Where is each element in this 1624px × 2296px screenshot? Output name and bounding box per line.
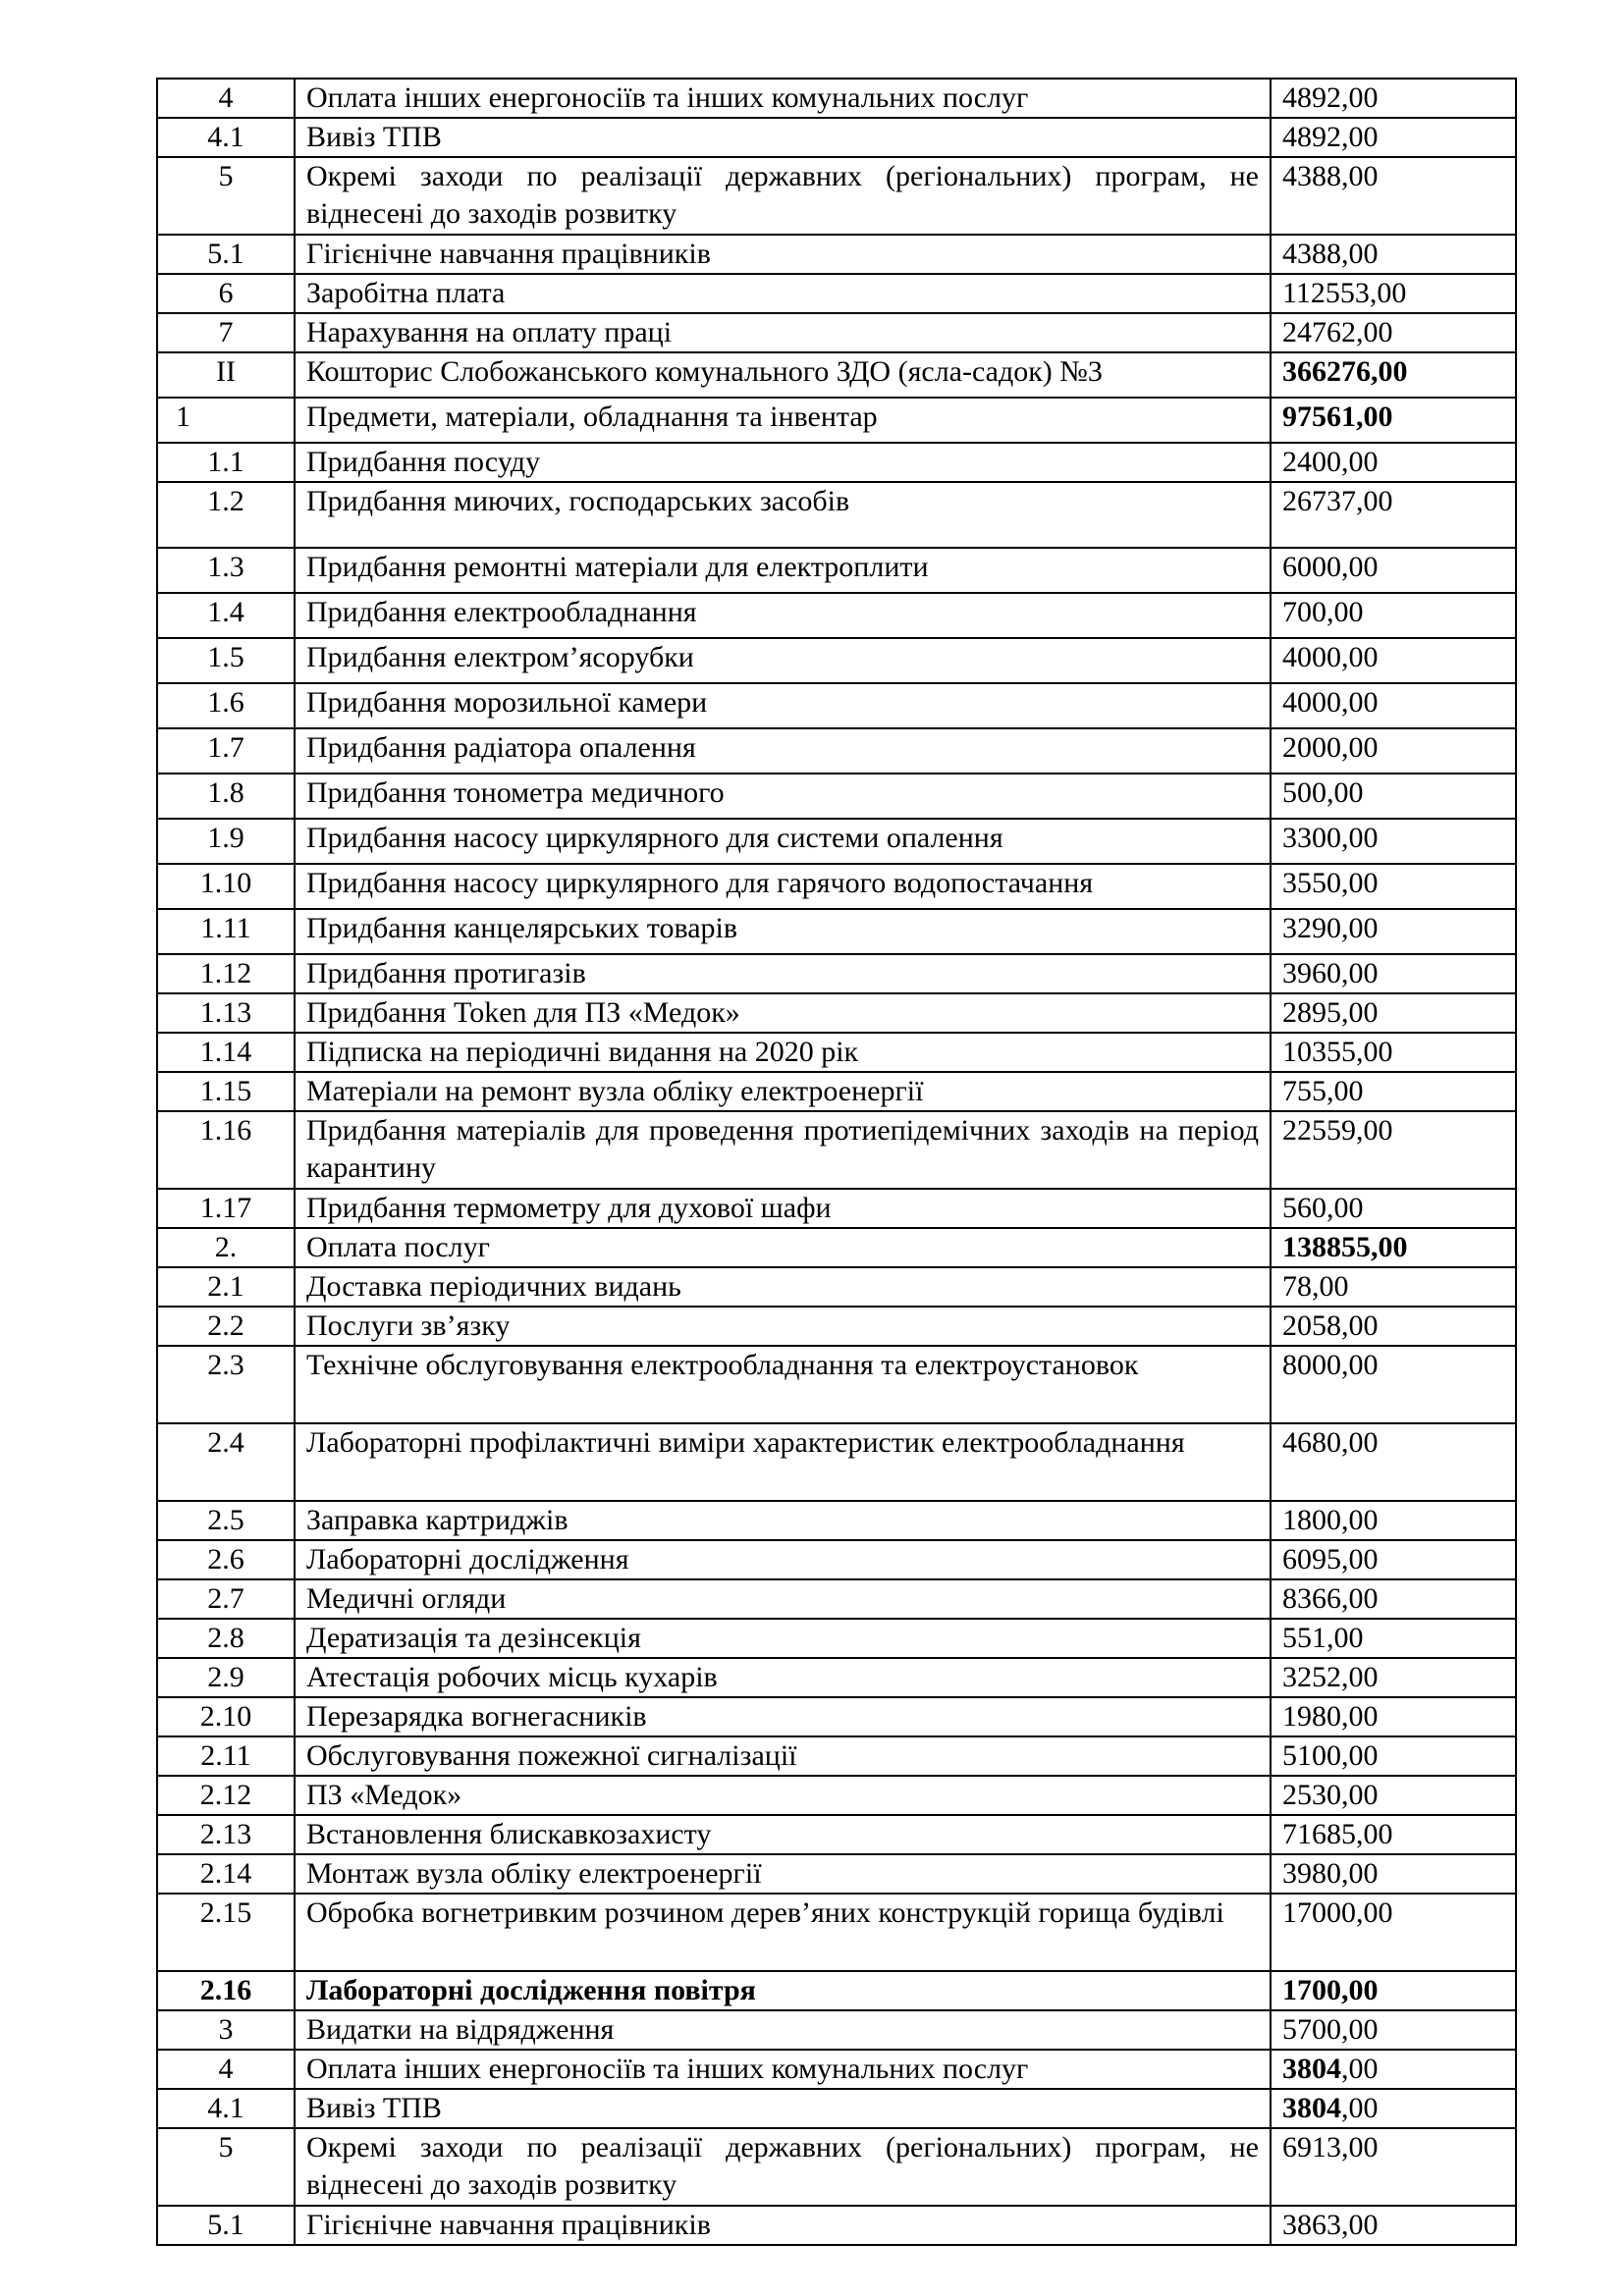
- row-number: 1.16: [157, 1111, 295, 1189]
- row-description: Окремі заходи по реалізації державних (регіональних) програм, не віднесені до заходів розвитку: [295, 157, 1271, 235]
- row-description: Видатки на відрядження: [295, 2010, 1271, 2050]
- row-amount: 4892,00: [1271, 118, 1516, 157]
- row-description: Предмети, матеріали, обладнання та інвентар: [295, 398, 1271, 443]
- row-amount: 4892,00: [1271, 79, 1516, 118]
- row-amount: [1271, 2089, 1516, 2128]
- table-row: [157, 313, 1516, 352]
- row-description: Технічне обслуговування електрообладнання та електроустановок: [295, 1346, 1271, 1423]
- row-description: ПЗ «Медок»: [295, 1776, 1271, 1815]
- row-description: Монтаж вузла обліку електроенергії: [295, 1854, 1271, 1894]
- row-number: 2.15: [157, 1894, 295, 1971]
- row-description: Оплата послуг: [295, 1228, 1271, 1267]
- table-row: [157, 638, 1516, 683]
- row-description: Придбання насосу циркулярного для системи опалення: [295, 819, 1271, 864]
- table-row: [157, 1894, 1516, 1971]
- row-number: 4: [157, 79, 295, 118]
- table-row: [157, 1971, 1516, 2010]
- row-number: 2.7: [157, 1579, 295, 1619]
- table-row: [157, 1815, 1516, 1854]
- table-row: [157, 352, 1516, 398]
- table-row: [157, 728, 1516, 774]
- table-row: [157, 1501, 1516, 1540]
- row-description: Підписка на періодичні видання на 2020 рік: [295, 1033, 1271, 1072]
- row-description: Придбання морозильної камери: [295, 683, 1271, 728]
- table-row: [157, 1619, 1516, 1658]
- table-row: [157, 274, 1516, 313]
- row-number: II: [157, 352, 295, 398]
- row-number: 4.1: [157, 2089, 295, 2128]
- row-number: 2.: [157, 1228, 295, 1267]
- table-row: [157, 1697, 1516, 1736]
- row-description: Матеріали на ремонт вузла обліку електроенергії: [295, 1072, 1271, 1111]
- table-row: [157, 1346, 1516, 1423]
- row-description: Лабораторні дослідження повітря: [295, 1971, 1271, 2010]
- row-amount: 26737,00: [1271, 482, 1516, 548]
- table-row: [157, 1111, 1516, 1189]
- row-number: 5.1: [157, 235, 295, 274]
- table-row: [157, 1228, 1516, 1267]
- row-description: Придбання Token для ПЗ «Медок»: [295, 993, 1271, 1033]
- row-number: 1.6: [157, 683, 295, 728]
- row-amount: 560,00: [1271, 1189, 1516, 1228]
- row-amount: 2530,00: [1271, 1776, 1516, 1815]
- row-description: Придбання електром’ясорубки: [295, 638, 1271, 683]
- table-row: [157, 909, 1516, 954]
- table-row: [157, 1658, 1516, 1697]
- table-row: [157, 1579, 1516, 1619]
- row-number: 1.10: [157, 864, 295, 909]
- table-row: [157, 2050, 1516, 2089]
- row-description: Гігієнічне навчання працівників: [295, 235, 1271, 274]
- row-number: 4.1: [157, 118, 295, 157]
- row-description: Придбання тонометра медичного: [295, 774, 1271, 819]
- row-amount: 10355,00: [1271, 1033, 1516, 1072]
- row-amount: 366276,00: [1271, 352, 1516, 398]
- row-amount: 6913,00: [1271, 2128, 1516, 2206]
- row-amount: 1700,00: [1271, 1971, 1516, 2010]
- table-row: [157, 819, 1516, 864]
- row-amount: 8000,00: [1271, 1346, 1516, 1423]
- row-description: Придбання електрообладнання: [295, 593, 1271, 638]
- row-description: Кошторис Слобожанського комунального ЗДО (ясла-садок) №3: [295, 352, 1271, 398]
- row-amount: 3290,00: [1271, 909, 1516, 954]
- row-number: 2.4: [157, 1423, 295, 1501]
- row-number: 2.8: [157, 1619, 295, 1658]
- row-number: 2.14: [157, 1854, 295, 1894]
- row-description: Придбання канцелярських товарів: [295, 909, 1271, 954]
- row-number: 1.15: [157, 1072, 295, 1111]
- row-description: Дератизація та дезінсекція: [295, 1619, 1271, 1658]
- row-amount: 5100,00: [1271, 1736, 1516, 1776]
- row-amount: 138855,00: [1271, 1228, 1516, 1267]
- row-amount: 755,00: [1271, 1072, 1516, 1111]
- row-description: Оплата інших енергоносіїв та інших комунальних послуг: [295, 2050, 1271, 2089]
- row-number: 2.5: [157, 1501, 295, 1540]
- row-number: 2.12: [157, 1776, 295, 1815]
- row-number: 1.8: [157, 774, 295, 819]
- row-number: 6: [157, 274, 295, 313]
- row-number: 1.17: [157, 1189, 295, 1228]
- row-description: Обслуговування пожежної сигналізації: [295, 1736, 1271, 1776]
- row-description: Встановлення блискавкозахисту: [295, 1815, 1271, 1854]
- row-description: Послуги зв’язку: [295, 1307, 1271, 1346]
- row-description: Придбання ремонтні матеріали для електроплити: [295, 548, 1271, 593]
- table-row: [157, 683, 1516, 728]
- row-description: Медичні огляди: [295, 1579, 1271, 1619]
- table-row: [157, 1423, 1516, 1501]
- row-number: 3: [157, 2010, 295, 2050]
- table-row: [157, 1540, 1516, 1579]
- row-number: 1.11: [157, 909, 295, 954]
- row-number: 2.10: [157, 1697, 295, 1736]
- row-amount: 4388,00: [1271, 157, 1516, 235]
- row-number: 2.13: [157, 1815, 295, 1854]
- budget-table: [156, 78, 1517, 2246]
- row-number: 7: [157, 313, 295, 352]
- table-row: [157, 2128, 1516, 2206]
- row-number: 2.1: [157, 1267, 295, 1307]
- row-amount: 3252,00: [1271, 1658, 1516, 1697]
- row-amount: 551,00: [1271, 1619, 1516, 1658]
- row-amount: 3980,00: [1271, 1854, 1516, 1894]
- row-description: Гігієнічне навчання працівників: [295, 2206, 1271, 2245]
- table-row: [157, 157, 1516, 235]
- row-amount: 97561,00: [1271, 398, 1516, 443]
- row-number: 1: [157, 398, 295, 443]
- table-row: [157, 1072, 1516, 1111]
- row-description: Нарахування на оплату праці: [295, 313, 1271, 352]
- row-description: Обробка вогнетривким розчином дерев’яних конструкцій горища будівлі: [295, 1894, 1271, 1971]
- row-amount: 5700,00: [1271, 2010, 1516, 2050]
- row-number: 2.6: [157, 1540, 295, 1579]
- row-amount: 8366,00: [1271, 1579, 1516, 1619]
- row-number: 4: [157, 2050, 295, 2089]
- row-number: 1.9: [157, 819, 295, 864]
- table-row: [157, 864, 1516, 909]
- row-number: 1.2: [157, 482, 295, 548]
- row-amount: 500,00: [1271, 774, 1516, 819]
- row-description: Лабораторні дослідження: [295, 1540, 1271, 1579]
- row-description: Доставка періодичних видань: [295, 1267, 1271, 1307]
- row-number: 2.9: [157, 1658, 295, 1697]
- row-description: Придбання матеріалів для проведення протиепідемічних заходів на період карантину: [295, 1111, 1271, 1189]
- row-description: Вивіз ТПВ: [295, 2089, 1271, 2128]
- row-number: 5.1: [157, 2206, 295, 2245]
- table-row: [157, 993, 1516, 1033]
- row-amount: 4680,00: [1271, 1423, 1516, 1501]
- table-row: [157, 79, 1516, 118]
- table-row: [157, 1307, 1516, 1346]
- row-description: Перезарядка вогнегасників: [295, 1697, 1271, 1736]
- row-amount: 2400,00: [1271, 443, 1516, 482]
- row-description: Вивіз ТПВ: [295, 118, 1271, 157]
- row-amount: [1271, 2050, 1516, 2089]
- row-amount: 2058,00: [1271, 1307, 1516, 1346]
- row-amount: 4388,00: [1271, 235, 1516, 274]
- table-row: [157, 774, 1516, 819]
- row-amount: 3863,00: [1271, 2206, 1516, 2245]
- row-description: Придбання протигазів: [295, 954, 1271, 993]
- table-row: [157, 593, 1516, 638]
- row-amount: 24762,00: [1271, 313, 1516, 352]
- row-amount: 4000,00: [1271, 638, 1516, 683]
- table-row: [157, 1854, 1516, 1894]
- row-number: 1.14: [157, 1033, 295, 1072]
- row-description: Придбання радіатора опалення: [295, 728, 1271, 774]
- table-row: [157, 443, 1516, 482]
- row-amount: 2000,00: [1271, 728, 1516, 774]
- row-amount: 1980,00: [1271, 1697, 1516, 1736]
- table-row: [157, 1736, 1516, 1776]
- row-number: 1.7: [157, 728, 295, 774]
- row-description: Оплата інших енергоносіїв та інших комунальних послуг: [295, 79, 1271, 118]
- table-row: [157, 1033, 1516, 1072]
- table-row: [157, 235, 1516, 274]
- row-description: Придбання насосу циркулярного для гарячого водопостачання: [295, 864, 1271, 909]
- table-row: [157, 398, 1516, 443]
- table-row: [157, 2089, 1516, 2128]
- row-number: 1.12: [157, 954, 295, 993]
- row-number: 2.11: [157, 1736, 295, 1776]
- row-number: 1.5: [157, 638, 295, 683]
- amount-decimal-part: ,00: [1341, 2092, 1379, 2124]
- row-description: Атестація робочих місць кухарів: [295, 1658, 1271, 1697]
- row-number: 1.4: [157, 593, 295, 638]
- row-description: Окремі заходи по реалізації державних (регіональних) програм, не віднесені до заходів розвитку: [295, 2128, 1271, 2206]
- row-number: 5: [157, 2128, 295, 2206]
- row-number: 5: [157, 157, 295, 235]
- row-amount: 6000,00: [1271, 548, 1516, 593]
- table-row: [157, 2010, 1516, 2050]
- row-number: 2.3: [157, 1346, 295, 1423]
- row-amount: 71685,00: [1271, 1815, 1516, 1854]
- row-amount: 6095,00: [1271, 1540, 1516, 1579]
- table-row: [157, 954, 1516, 993]
- amount-bold-part: 3804: [1282, 2092, 1341, 2124]
- row-amount: 78,00: [1271, 1267, 1516, 1307]
- amount-decimal-part: ,00: [1341, 2053, 1379, 2085]
- table-row: [157, 1776, 1516, 1815]
- row-amount: 3550,00: [1271, 864, 1516, 909]
- amount-bold-part: 3804: [1282, 2053, 1341, 2085]
- table-row: [157, 118, 1516, 157]
- row-description: Лабораторні профілактичні виміри характеристик електрообладнання: [295, 1423, 1271, 1501]
- table-row: [157, 1267, 1516, 1307]
- table-row: [157, 548, 1516, 593]
- row-number: 1.1: [157, 443, 295, 482]
- row-description: Придбання посуду: [295, 443, 1271, 482]
- row-amount: 700,00: [1271, 593, 1516, 638]
- table-row: [157, 2206, 1516, 2245]
- row-number: 2.2: [157, 1307, 295, 1346]
- row-description: Придбання термометру для духової шафи: [295, 1189, 1271, 1228]
- row-description: Заробітна плата: [295, 274, 1271, 313]
- row-number: 2.16: [157, 1971, 295, 2010]
- row-amount: 3960,00: [1271, 954, 1516, 993]
- row-amount: 1800,00: [1271, 1501, 1516, 1540]
- row-amount: 4000,00: [1271, 683, 1516, 728]
- row-number: 1.13: [157, 993, 295, 1033]
- row-amount: 22559,00: [1271, 1111, 1516, 1189]
- row-amount: 17000,00: [1271, 1894, 1516, 1971]
- row-amount: 112553,00: [1271, 274, 1516, 313]
- row-amount: 3300,00: [1271, 819, 1516, 864]
- row-description: Придбання миючих, господарських засобів: [295, 482, 1271, 548]
- row-amount: 2895,00: [1271, 993, 1516, 1033]
- table-row: [157, 1189, 1516, 1228]
- table-row: [157, 482, 1516, 548]
- row-number: 1.3: [157, 548, 295, 593]
- row-description: Заправка картриджів: [295, 1501, 1271, 1540]
